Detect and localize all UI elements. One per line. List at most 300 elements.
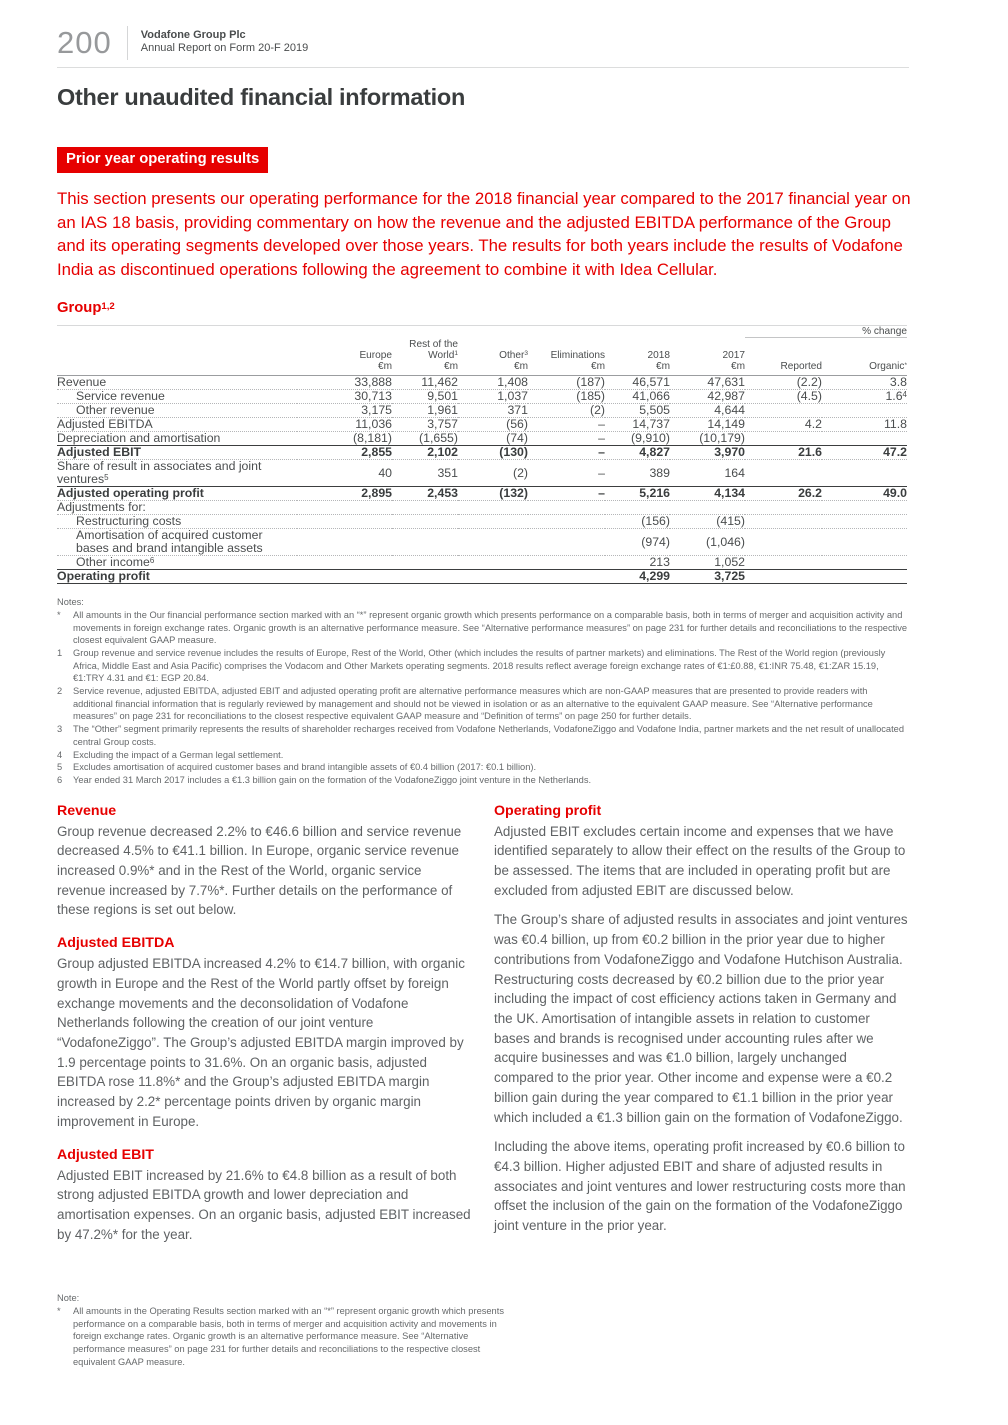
value-cell	[605, 446, 670, 460]
table-row	[57, 404, 907, 418]
row-label-text: Share of result in associates and joint ventures	[57, 459, 262, 487]
value-cell	[605, 529, 670, 556]
value-text: 21.6	[798, 445, 822, 460]
value-text: –	[598, 431, 605, 446]
note-marker: 6	[57, 774, 63, 785]
note-text: Year ended 31 March 2017 includes a €1.3 billion gain on the formation of the VodafoneZiggo joint venture in the Netherlands.	[73, 774, 592, 785]
row-label-text: Adjusted EBIT	[57, 445, 142, 460]
value-text: (130)	[499, 445, 528, 460]
value-text: –	[598, 486, 605, 501]
column-header-text: Europe	[359, 349, 392, 361]
report-name: Annual Report on Form 20-F 2019	[140, 42, 309, 54]
value-text: (156)	[641, 514, 670, 529]
row-label	[57, 404, 297, 418]
value-cell	[392, 487, 458, 501]
note-marker: 3	[57, 724, 63, 735]
section-heading-text: Revenue	[57, 802, 117, 819]
value-cell	[822, 570, 907, 584]
table-body	[57, 376, 907, 584]
value-cell	[670, 529, 745, 556]
value-text: 2,453	[427, 486, 458, 501]
note-item	[57, 1305, 509, 1369]
value-text: 2,855	[361, 445, 392, 460]
table-row	[57, 460, 907, 487]
value-text: (974)	[641, 534, 670, 549]
value-cell	[822, 515, 907, 529]
value-cell	[297, 418, 392, 432]
group-heading-text: Group	[57, 300, 102, 316]
value-text: 1,037	[497, 389, 528, 404]
column-unit	[528, 361, 605, 372]
row-label	[57, 418, 297, 432]
right-column	[494, 803, 909, 1255]
group-financial-table	[57, 325, 907, 584]
table-head	[57, 326, 907, 376]
row-label-text: Adjusted EBITDA	[57, 417, 153, 432]
value-cell	[745, 432, 822, 446]
value-cell	[528, 501, 605, 515]
value-cell	[392, 390, 458, 404]
row-label	[57, 432, 297, 446]
value-cell	[822, 390, 907, 404]
value-cell	[822, 460, 907, 487]
value-cell	[392, 570, 458, 584]
column-header-line	[605, 350, 670, 361]
value-text: 30,713	[354, 389, 392, 404]
column-unit-text: €m	[730, 360, 745, 372]
value-cell	[528, 570, 605, 584]
value-cell	[528, 487, 605, 501]
section-paragraph: Group revenue decreased 2.2% to €46.6 billion and service revenue decreased 4.5% to €41.1 billion. In Europe, organic service revenue increased 0.9%* and in the Rest of the World, organic service revenue increased by 7.7%*. Further details on the performance of these regions is set out below.	[57, 823, 462, 918]
note-text: Excludes amortisation of acquired customer bases and brand intangible assets of €0.4 billion (2017: €0.1 billion).	[73, 762, 537, 773]
value-cell	[670, 432, 745, 446]
value-text: 1,052	[714, 555, 745, 570]
value-text: 49.0	[883, 486, 907, 501]
value-text: (132)	[499, 486, 528, 501]
row-label-text: Other income	[76, 555, 150, 570]
table-row	[57, 446, 907, 460]
value-cell	[458, 570, 528, 584]
value-cell	[297, 487, 392, 501]
value-cell	[822, 432, 907, 446]
notes-label: Notes:	[57, 597, 84, 608]
value-cell	[458, 390, 528, 404]
value-cell	[745, 515, 822, 529]
pct-change-header	[745, 326, 907, 338]
column-unit	[605, 361, 670, 372]
value-text: 42,987	[707, 389, 745, 404]
value-cell	[605, 390, 670, 404]
section-paragraph: Group adjusted EBITDA increased 4.2% to €14.7 billion, with organic growth in Europe and the Rest of the World partly offset by foreign exchange movements and the deconsolidation of Vodafone Netherlands following the creation of our joint venture “VodafoneZiggo”. The Group’s adjusted EBITDA margin improved by 1.9 percentage points to 31.6%. On an organic basis, adjusted EBITDA rose 11.8%* and the Group’s adjusted EBITDA margin increased by 2.2* percentage points driven by organic margin improvement in Europe.	[57, 956, 465, 1129]
value-text: 47,631	[707, 375, 745, 390]
value-text: 3.8	[889, 375, 907, 390]
column-header-line	[297, 350, 392, 361]
column-header-text: Other	[499, 349, 525, 361]
value-text: –	[598, 417, 605, 432]
value-cell	[297, 404, 392, 418]
row-label	[57, 390, 297, 404]
column-header	[297, 338, 392, 376]
value-cell	[822, 487, 907, 501]
column-unit-text: €m	[443, 360, 458, 372]
column-header-sup: 3	[524, 350, 528, 358]
note-marker: *	[57, 1306, 61, 1317]
value-cell	[605, 460, 670, 487]
value-cell	[297, 515, 392, 529]
value-cell	[392, 404, 458, 418]
value-cell	[458, 418, 528, 432]
note-marker: 4	[57, 749, 63, 760]
table-row	[57, 418, 907, 432]
value-cell	[297, 529, 392, 556]
column-unit-text: €m	[655, 360, 670, 372]
value-cell	[297, 501, 392, 515]
left-column	[57, 803, 472, 1255]
value-text: (8,181)	[353, 431, 392, 446]
value-text: 46,571	[632, 375, 670, 390]
value-cell	[745, 418, 822, 432]
value-text: (74)	[506, 431, 528, 446]
notes-label: Note:	[57, 1293, 80, 1304]
value-cell	[745, 446, 822, 460]
column-unit-text: €m	[590, 360, 605, 372]
value-text: (10,179)	[699, 431, 745, 446]
value-text: (185)	[576, 389, 605, 404]
section-paragraph: Adjusted EBIT increased by 21.6% to €4.8 billion as a result of both strong adjusted EBITDA growth and lower depreciation and amortisation expenses. On an organic basis, adjusted EBIT increased by 47.2%* for the year.	[57, 1167, 471, 1242]
value-cell	[528, 418, 605, 432]
value-cell	[670, 390, 745, 404]
section-heading	[494, 803, 909, 819]
value-text: 3,970	[714, 445, 745, 460]
section-paragraph: Including the above items, operating profit increased by €0.6 billion to €4.3 billion. Higher adjusted EBIT and share of adjusted results in associates and joint ventures and lower restructuring costs more than offset the inclusion of the gain on the formation of the VodafoneZiggo joint venture in the prior year.	[494, 1139, 906, 1234]
value-text: 11,462	[421, 375, 458, 390]
value-cell	[297, 432, 392, 446]
value-text: 164	[724, 465, 745, 480]
column-header	[458, 338, 528, 376]
value-text: 389	[649, 465, 670, 480]
note-item	[57, 647, 909, 685]
value-cell	[605, 432, 670, 446]
value-cell	[822, 376, 907, 390]
value-cell	[670, 570, 745, 584]
row-label	[57, 556, 297, 570]
company-name: Vodafone Group Plc	[140, 29, 246, 41]
value-cell	[605, 418, 670, 432]
value-cell	[822, 418, 907, 432]
note-item	[57, 774, 909, 787]
note-item	[57, 761, 909, 774]
value-cell	[458, 529, 528, 556]
table-row	[57, 501, 907, 515]
value-cell	[745, 404, 822, 418]
value-cell	[745, 529, 822, 556]
value-text: 40	[378, 465, 392, 480]
masthead-text	[141, 26, 309, 55]
note-text: All amounts in the Operating Results section marked with an “*” represent organic growth which presents performance on a comparable basis, both in terms of merger and acquisition activity and movements in foreign exchange rates. Organic growth is an alternative performance measure. See “Alternative performance measures” on page 231 for further details and reconciliations to the respective closest equivalent GAAP measure.	[73, 1306, 504, 1367]
value-text: (1,655)	[419, 431, 458, 446]
value-cell	[297, 556, 392, 570]
value-cell	[605, 404, 670, 418]
value-cell	[605, 515, 670, 529]
section-paragraph: The Group’s share of adjusted results in associates and joint ventures was €0.4 billion, up from €0.2 billion in the prior year due to higher contributions from VodafoneZiggo and Vodafone Hutchison Australia. Restructuring costs decreased by €0.2 billion due to the prior year including the impact of cost efficiency actions taken in Germany and the UK. Amortisation of intangible assets in relation to customer bases and brands is recognised under accounting rules after we acquire businesses and was €1.0 billion, largely unchanged compared to the prior year. Other income and expense were a €0.2 billion gain during the year compared to €1.1 billion in the prior year which included a €1.3 billion gain on the formation of VodafoneZiggo.	[494, 912, 908, 1125]
value-cell	[605, 501, 670, 515]
value-text: 4,644	[714, 403, 745, 418]
value-text: (4.5)	[796, 389, 822, 404]
value-text: 3,757	[427, 417, 458, 432]
value-cell	[670, 376, 745, 390]
row-label-sup: 6	[149, 556, 155, 566]
note-marker: 2	[57, 686, 63, 697]
value-cell	[392, 460, 458, 487]
section-heading	[57, 935, 472, 951]
value-text: (2.2)	[796, 375, 822, 390]
column-header	[528, 338, 605, 376]
value-cell	[605, 376, 670, 390]
section-heading	[57, 1147, 472, 1163]
section-paragraph: Adjusted EBIT excludes certain income and expenses that we have identified separately to allow their effect on the results of the Group to be assessed. The items that are included in operating profit but are excluded from adjusted EBIT are discussed below.	[494, 823, 906, 898]
value-cell	[605, 570, 670, 584]
note-marker: *	[57, 609, 61, 620]
value-text: 351	[437, 465, 458, 480]
value-cell	[392, 501, 458, 515]
table-row	[57, 487, 907, 501]
value-text: (187)	[576, 375, 605, 390]
note-item	[57, 609, 909, 647]
value-text: 26.2	[798, 486, 822, 501]
value-cell	[528, 390, 605, 404]
note-text: Service revenue, adjusted EBITDA, adjusted EBIT and adjusted operating profit are alternative performance measures which are non-GAAP measures that are presented to provide readers with additional financial information that is regularly reviewed by management and should not be viewed in isolation or as an alternative to the equivalent GAAP measure. See “Alternative performance measures” on page 231 for reconciliations to the closest respective equivalent GAAP measure and “Definition of terms” on page 250 for further details.	[73, 686, 873, 722]
value-text: (9,910)	[631, 431, 670, 446]
value-cell	[528, 446, 605, 460]
row-label-text: Revenue	[57, 375, 107, 390]
value-cell	[458, 501, 528, 515]
value-text: 9,501	[427, 389, 458, 404]
column-unit-text: €m	[513, 360, 528, 372]
column-header-sup: *	[904, 361, 907, 369]
value-cell	[745, 570, 822, 584]
column-header	[745, 338, 822, 376]
value-text: 11.8	[883, 417, 907, 432]
table-row	[57, 515, 907, 529]
value-cell	[458, 376, 528, 390]
group-heading	[57, 300, 958, 316]
row-label	[57, 515, 297, 529]
value-text: 3,175	[361, 403, 392, 418]
value-cell	[670, 404, 745, 418]
note-marker: 1	[57, 647, 63, 658]
pct-change-label: % change	[862, 326, 907, 337]
column-header-text: World	[428, 349, 455, 361]
table-row	[57, 529, 907, 556]
value-text: 5,216	[639, 486, 670, 501]
column-header-line	[392, 350, 458, 361]
value-cell	[822, 446, 907, 460]
page-title: Other unaudited financial information	[57, 84, 465, 110]
value-cell	[458, 404, 528, 418]
value-cell	[392, 446, 458, 460]
table-row	[57, 432, 907, 446]
value-text: 1,961	[427, 403, 458, 418]
column-header-row	[57, 338, 907, 376]
section-heading	[57, 803, 472, 819]
row-label	[57, 487, 297, 501]
value-cell	[605, 487, 670, 501]
value-text: 4,134	[714, 486, 745, 501]
value-cell	[745, 501, 822, 515]
value-cell	[670, 556, 745, 570]
value-text: (2)	[589, 403, 605, 418]
column-header	[605, 338, 670, 376]
value-text: 4,827	[639, 445, 670, 460]
value-cell	[297, 446, 392, 460]
value-cell	[528, 376, 605, 390]
value-cell	[745, 390, 822, 404]
group-heading-sup: 1,2	[101, 300, 115, 312]
value-text: (56)	[506, 417, 528, 432]
value-text: 4.2	[804, 417, 822, 432]
value-cell	[670, 418, 745, 432]
column-header-line	[458, 350, 528, 361]
row-label	[57, 446, 297, 460]
commentary-columns	[57, 803, 909, 1255]
pct-spacer	[57, 326, 745, 338]
section-banner: Prior year operating results	[57, 147, 268, 173]
value-cell	[605, 556, 670, 570]
column-header-text: 2017	[722, 349, 745, 361]
row-label	[57, 376, 297, 390]
value-text: 2,895	[361, 486, 392, 501]
value-text: 47.2	[883, 445, 907, 460]
header-rule	[57, 67, 909, 68]
pct-change-row	[57, 326, 907, 338]
row-label-text: Adjustments for:	[57, 500, 146, 515]
value-text: (2)	[512, 465, 528, 480]
row-label-text: Service revenue	[76, 389, 165, 404]
value-text: 2,102	[427, 445, 458, 460]
value-cell	[822, 404, 907, 418]
value-cell	[458, 446, 528, 460]
value-cell	[670, 487, 745, 501]
masthead-divider	[127, 26, 128, 60]
value-cell	[392, 376, 458, 390]
row-label	[57, 570, 297, 584]
row-label-text: Amortisation of acquired customer bases and brand intangible assets	[76, 528, 263, 556]
value-text: 213	[649, 555, 670, 570]
note-text: Excluding the impact of a German legal settlement.	[73, 749, 284, 760]
column-header-text: Rest of the	[409, 338, 458, 350]
column-header-text: Organic	[869, 360, 905, 372]
value-text: (415)	[716, 514, 745, 529]
column-header	[822, 338, 907, 376]
value-text: 371	[507, 403, 528, 418]
row-label-text: Other revenue	[76, 403, 155, 418]
value-cell	[297, 390, 392, 404]
value-text: 14,737	[632, 417, 670, 432]
value-cell	[458, 460, 528, 487]
value-sup: 4	[902, 390, 907, 400]
column-unit-text: €m	[377, 360, 392, 372]
value-cell	[392, 515, 458, 529]
value-cell	[392, 556, 458, 570]
value-cell	[297, 570, 392, 584]
column-header-text: Eliminations	[550, 349, 605, 361]
note-item	[57, 685, 909, 723]
value-text: –	[598, 465, 605, 480]
section-heading-text: Adjusted EBIT	[57, 1146, 154, 1163]
note-item	[57, 723, 909, 748]
column-unit	[458, 361, 528, 372]
value-cell	[822, 529, 907, 556]
column-unit	[670, 361, 745, 372]
column-header-line	[670, 350, 745, 361]
value-cell	[528, 432, 605, 446]
value-cell	[745, 487, 822, 501]
page-number: 200	[57, 25, 112, 60]
value-cell	[528, 515, 605, 529]
value-cell	[458, 556, 528, 570]
row-label-text: Restructuring costs	[76, 514, 182, 529]
section-heading-text: Operating profit	[494, 802, 602, 819]
value-text: 14,149	[707, 417, 745, 432]
value-cell	[670, 460, 745, 487]
column-header-line	[528, 350, 605, 361]
value-text: 41,066	[632, 389, 670, 404]
column-header-line	[392, 339, 458, 350]
value-cell	[822, 501, 907, 515]
value-cell	[745, 460, 822, 487]
value-cell	[745, 376, 822, 390]
column-unit	[297, 361, 392, 372]
value-cell	[458, 432, 528, 446]
section-heading-text: Adjusted EBITDA	[57, 935, 175, 952]
value-cell	[297, 376, 392, 390]
value-cell	[392, 432, 458, 446]
row-label	[57, 460, 297, 487]
value-text: 11,036	[355, 417, 392, 432]
value-cell	[822, 556, 907, 570]
column-header	[670, 338, 745, 376]
note-text: All amounts in the Our financial performance section marked with an “*” represent organic growth which presents performance on a comparable basis, both in terms of merger and acquisition activity and movements in foreign exchange rates. Organic growth is an alternative performance measure. See “Alternative performance measures” on page 231 for further details and reconciliations to the respective closest equivalent GAAP measure.	[73, 609, 908, 646]
value-cell	[458, 515, 528, 529]
table-notes	[57, 596, 909, 787]
note-text: Group revenue and service revenue includes the results of Europe, Rest of the World, Other (which includes the results of partner markets) and eliminations. The Rest of the World region (previously Africa, Middle East and Asia Pacific) comprises the Vodacom and Other Markets operating segments. 2018 results reflect average foreign exchange rates of €1:£0.88, €1:INR 75.48, €1:ZAR 15.19, €1:TRY 4.31 and €1: EGP 20.84.	[73, 647, 886, 684]
value-cell	[528, 404, 605, 418]
value-cell	[297, 460, 392, 487]
table-row	[57, 570, 907, 584]
row-label-sup: 5	[104, 473, 109, 483]
row-label	[57, 529, 297, 556]
value-cell	[528, 529, 605, 556]
row-label-text: Depreciation and amortisation	[57, 431, 221, 446]
value-cell	[458, 487, 528, 501]
value-cell	[670, 501, 745, 515]
value-cell	[528, 556, 605, 570]
value-cell	[670, 515, 745, 529]
bottom-note	[57, 1292, 509, 1368]
table-row	[57, 556, 907, 570]
value-cell	[392, 529, 458, 556]
row-label-text: Operating profit	[57, 569, 150, 584]
note-marker: 5	[57, 762, 63, 773]
value-text: (1,046)	[706, 534, 745, 549]
value-text: 1.6	[885, 389, 903, 404]
table-row	[57, 376, 907, 390]
column-header-text: Reported	[780, 360, 822, 372]
value-text: 1,408	[497, 375, 528, 390]
value-cell	[745, 556, 822, 570]
note-item	[57, 749, 909, 762]
table-row	[57, 390, 907, 404]
